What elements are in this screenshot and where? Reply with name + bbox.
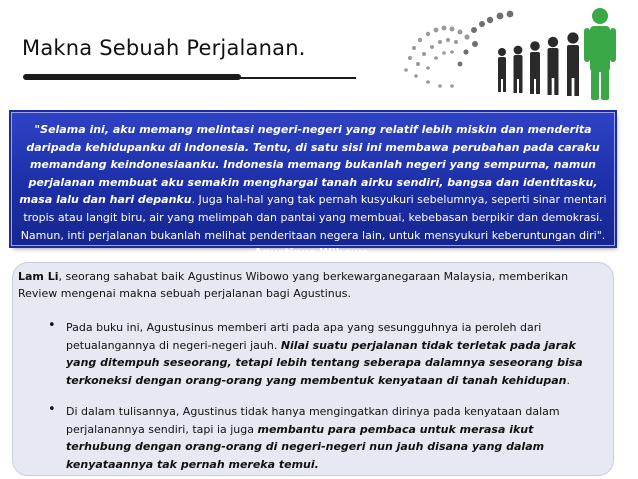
quote-bold-text: "Selama ini, aku memang melintasi negeri-negeri yang relatif lebih miskin dan menderita daripada kehidupanku di Indonesia. Tentu, di satu sisi ini membawa perubahan pada caraku memandang keindonesiaanku. Indonesia memang bukanlah negeri yang sempurna, namun perjalanan membuat aku semakin menghargai tanah airku sendiri, bangsa dan identitasku, masa lalu dan hari depanku (19, 123, 600, 207)
quote-text (18, 121, 608, 262)
quote-plain-text: Juga hal-hal yang tak pernah kusyukuri sebelumnya, seperti sinar mentari tropis atau langit biru, air yang melimpah dan pantai yang membuai, kebebasan berpikir dan demokrasi. Namun, inti perjalanan bukanlah melihat penderitaan negera lain, untuk mensyukuri keberuntungan diri". (20, 193, 607, 242)
bullet-item-1 (66, 319, 586, 389)
reviewer-name: Lam Li (18, 270, 59, 283)
title-underline (23, 74, 241, 80)
quote-bold-end: . (191, 193, 196, 207)
bullet-icon: • (48, 402, 56, 417)
title-underline-thin (230, 77, 356, 79)
review-intro-text: , seorang sahabat baik Agustinus Wibowo yang berkewarganegaraan Malaysia, memberikan Review mengenai makna sebuah perjalanan bagi Agustinus. (18, 270, 569, 300)
bullet-item-2 (66, 403, 586, 473)
people-progression-icon (380, 0, 638, 104)
review-intro (18, 268, 578, 302)
bullet-1-end: . (566, 373, 570, 387)
bullet-1-plain: Pada buku ini, Agustusinus memberi arti pada apa yang sesungguhnya ia peroleh dari petualangannya di negeri-negeri jauh. (66, 321, 542, 352)
bullet-icon: • (48, 318, 56, 333)
quote-author-end: . (368, 246, 373, 260)
quote-author: Agustinus Wibowo (253, 246, 369, 260)
quote-box (11, 112, 615, 260)
bullet-2-bold: membantu para pembaca untuk merasa ikut terhubung dengan orang-orang di negeri-negeri nun jauh disana yang dalam kenyataannya tak pernah mereka temui. (66, 422, 545, 471)
bullet-1-bold: Nilai suatu perjalanan tidak terletak pada jarak yang ditempuh seseorang, tetapi lebih tentang seberapa dalamnya seseorang bisa terkoneksi dengan orang-orang yang membentuk kenyataan di tanah kehidupan (66, 338, 583, 387)
page-title: Makna Sebuah Perjalanan. (22, 36, 306, 60)
bullet-2-plain: Di dalam tulisannya, Agustinus tidak hanya mengingatkan dirinya pada kenyataan dalam perjalanannya sendiri, tapi ia juga (66, 405, 560, 436)
